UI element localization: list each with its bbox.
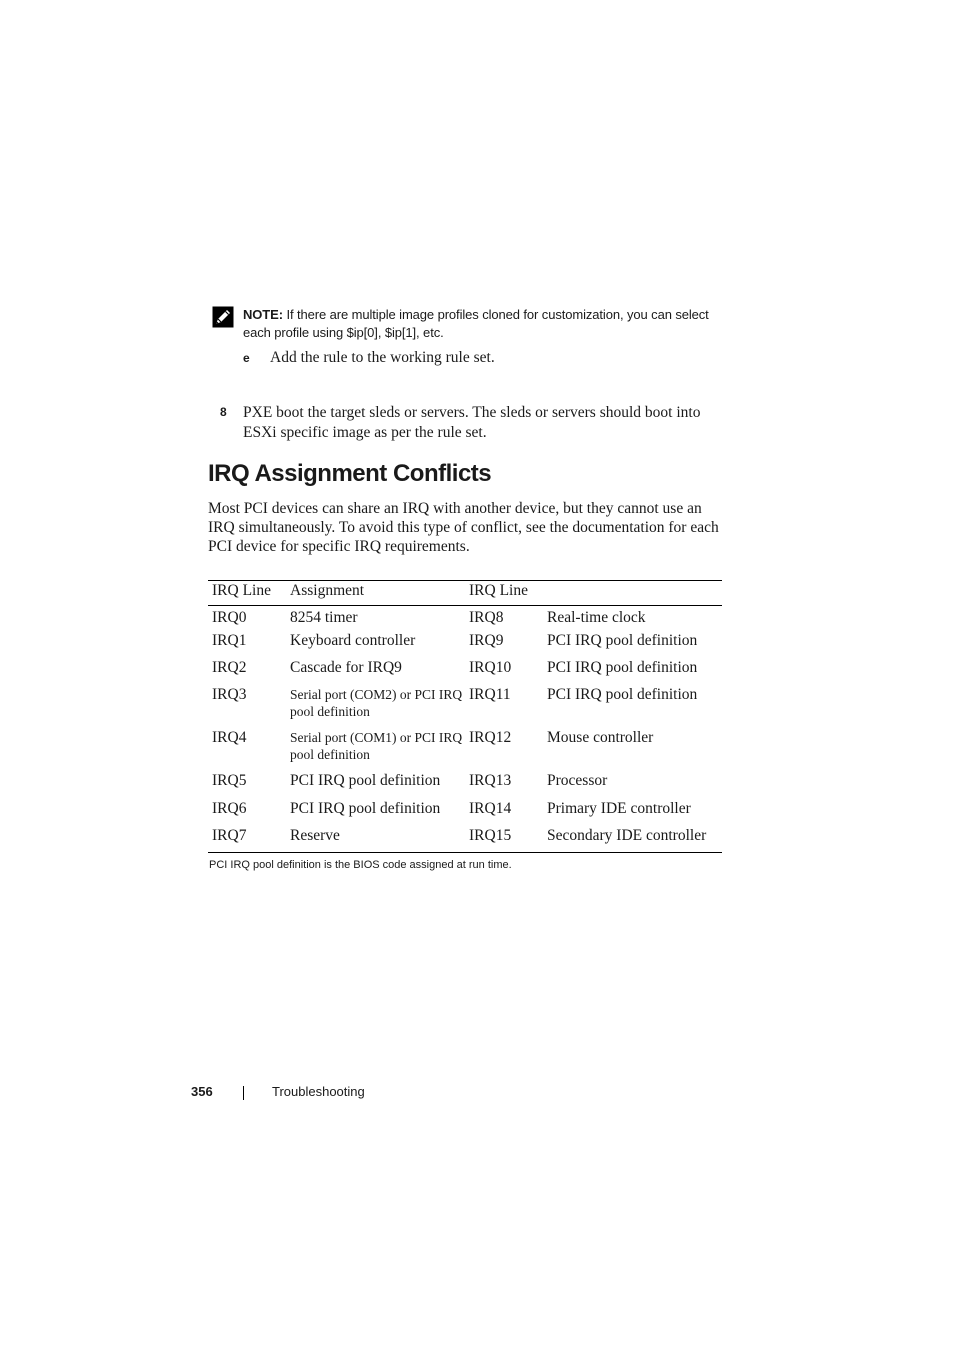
- note-icon: [212, 306, 234, 328]
- irq-cell: IRQ15: [469, 826, 512, 844]
- assignment-cell: PCI IRQ pool definition: [547, 658, 698, 676]
- assignment-cell: Cascade for IRQ9: [290, 658, 402, 676]
- table-row: [208, 632, 722, 659]
- substep-e-marker: e: [243, 351, 250, 365]
- irq-cell: IRQ12: [469, 728, 512, 746]
- table-row: [208, 800, 722, 827]
- table-header-row: [208, 581, 722, 606]
- irq-cell: IRQ11: [469, 685, 511, 703]
- footer-section-name: Troubleshooting: [272, 1084, 365, 1099]
- irq-cell: IRQ6: [212, 799, 247, 817]
- assignment-cell: Secondary IDE controller: [547, 826, 707, 844]
- irq-cell: IRQ14: [469, 799, 512, 817]
- assignment-cell: Primary IDE controller: [547, 799, 691, 817]
- page-number: 356: [191, 1084, 213, 1099]
- note-text: [243, 306, 728, 342]
- table-row: [208, 729, 722, 772]
- substep-e-text: Add the rule to the working rule set.: [270, 349, 495, 366]
- irq-cell: IRQ2: [212, 658, 247, 676]
- header-assignment: Assignment: [290, 582, 365, 599]
- table-row: [208, 772, 722, 800]
- assignment-cell: Keyboard controller: [290, 631, 416, 649]
- table-row: [208, 659, 722, 686]
- step-8-text: PXE boot the target sleds or servers. The sleds or servers should boot into ESXi specific image as per the rule set.: [243, 404, 701, 441]
- irq-cell: IRQ5: [212, 771, 247, 789]
- step-8-marker: 8: [220, 405, 227, 419]
- irq-cell: IRQ8: [469, 609, 504, 626]
- assignment-cell: 8254 timer: [290, 609, 358, 626]
- note-label: NOTE:: [243, 307, 283, 322]
- assignment-cell: PCI IRQ pool definition: [547, 685, 698, 703]
- assignment-cell: Serial port (COM2) or PCI IRQ pool definition: [290, 686, 463, 719]
- note-body: If there are multiple image profiles cloned for customization, you can select each profile using $ip[0], $ip[1], etc.: [243, 307, 709, 340]
- assignment-cell: PCI IRQ pool definition: [290, 799, 441, 817]
- assignment-cell: Processor: [547, 771, 608, 789]
- irq-cell: IRQ13: [469, 771, 512, 789]
- table-footnote: PCI IRQ pool definition is the BIOS code assigned at run time.: [209, 859, 512, 871]
- irq-cell: IRQ9: [469, 631, 504, 649]
- irq-assignment-table: [208, 580, 722, 853]
- header-irq-line-2: IRQ Line: [469, 582, 528, 599]
- header-irq-line: IRQ Line: [212, 582, 271, 599]
- irq-cell: IRQ3: [212, 685, 247, 703]
- section-title: IRQ Assignment Conflicts: [208, 460, 492, 487]
- assignment-cell: Reserve: [290, 826, 340, 844]
- irq-cell: IRQ7: [212, 826, 247, 844]
- assignment-cell: Serial port (COM1) or PCI IRQ pool definition: [290, 729, 463, 762]
- irq-cell: IRQ10: [469, 658, 512, 676]
- header-assignment-2: [543, 581, 722, 606]
- footer-separator: [243, 1086, 244, 1100]
- assignment-cell: PCI IRQ pool definition: [547, 631, 698, 649]
- irq-cell: IRQ0: [212, 609, 247, 626]
- table-row: [208, 606, 722, 632]
- irq-cell: IRQ1: [212, 631, 247, 649]
- assignment-cell: Mouse controller: [547, 728, 654, 746]
- assignment-cell: Real-time clock: [547, 609, 646, 626]
- section-intro: Most PCI devices can share an IRQ with another device, but they cannot use an IRQ simultaneously. To avoid this type of conflict, see the documentation for each PCI device for specific IRQ requirements.: [208, 500, 719, 556]
- table-row: [208, 827, 722, 853]
- irq-cell: IRQ4: [212, 728, 247, 746]
- assignment-cell: PCI IRQ pool definition: [290, 771, 441, 789]
- table-row: [208, 686, 722, 729]
